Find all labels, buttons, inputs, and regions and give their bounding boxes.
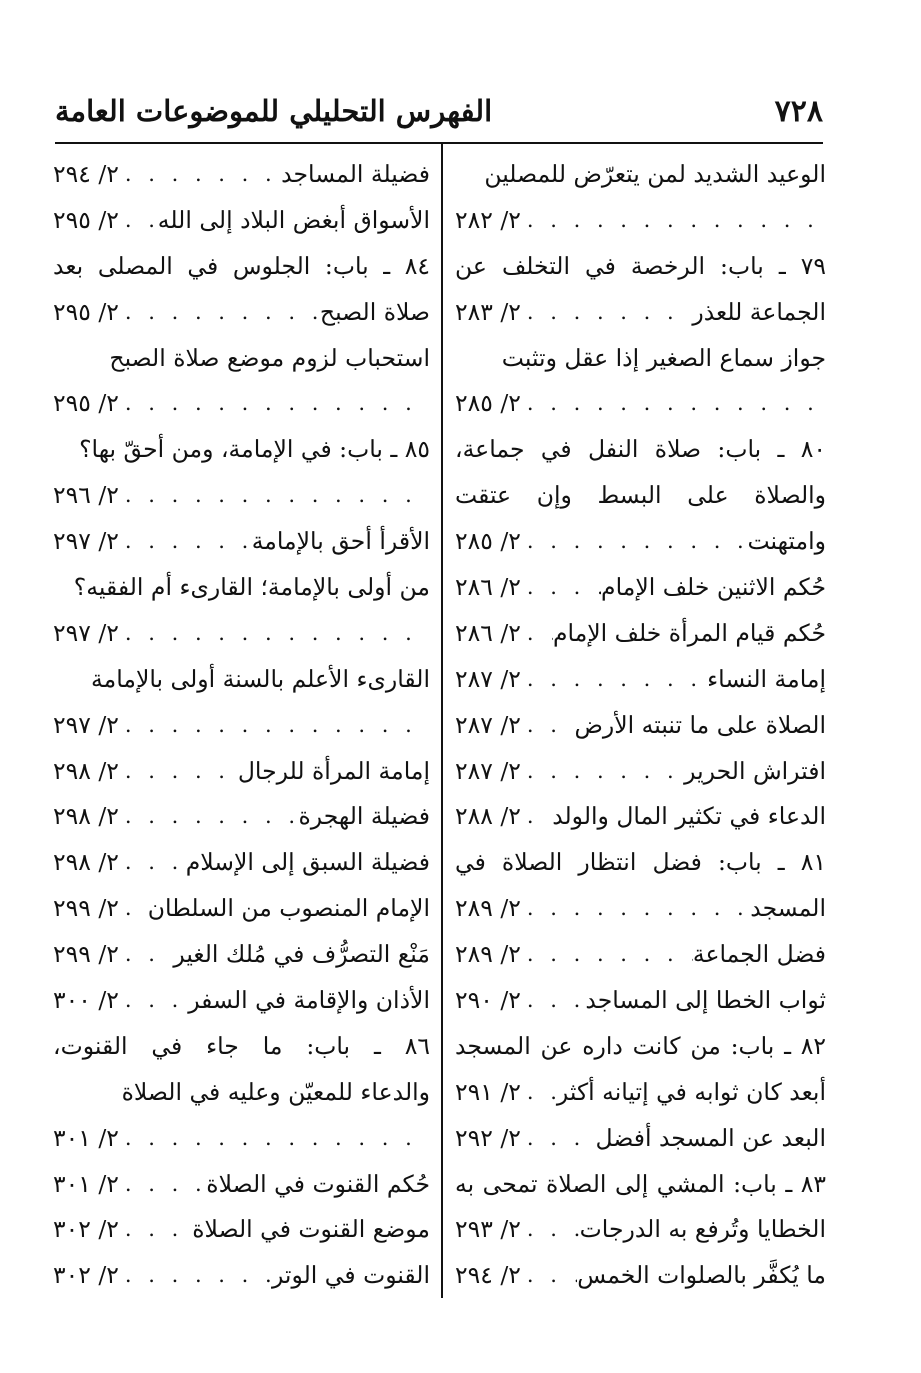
index-column-right bbox=[455, 151, 826, 1298]
leader-dots bbox=[521, 1126, 596, 1150]
entry-title: ٨١ ـ باب: فضل انتظار الصلاة في bbox=[455, 848, 826, 877]
leader-dots bbox=[521, 1263, 577, 1287]
page-reference: ٢/ ٢٩٨ bbox=[53, 848, 119, 877]
page-reference: ٢/ ٢٨٨ bbox=[455, 802, 521, 831]
entry-title: ما يُكفَّر بالصلوات الخمس bbox=[577, 1261, 826, 1290]
leader-dots bbox=[119, 162, 281, 186]
leader-dots bbox=[521, 1080, 557, 1104]
page-reference: ٢/ ٢٨٧ bbox=[455, 756, 521, 785]
page-reference: ٢/ ٢٩٥ bbox=[53, 297, 119, 326]
index-entry bbox=[455, 977, 826, 1023]
entry-title: والدعاء للمعيّن وعليه في الصلاة bbox=[121, 1077, 430, 1106]
index-entry bbox=[455, 1252, 826, 1298]
index-entry bbox=[53, 380, 430, 426]
entry-title: وامتهنت bbox=[747, 527, 826, 556]
index-entry bbox=[53, 518, 430, 564]
page-reference: ٢/ ٢٩٦ bbox=[53, 481, 119, 510]
page-number: ٧٢٨ bbox=[774, 94, 823, 129]
page-reference: ٢/ ٢٨٩ bbox=[455, 894, 521, 923]
entry-title: المسجد bbox=[750, 894, 826, 923]
leader-dots bbox=[521, 713, 575, 737]
index-entry bbox=[53, 1206, 430, 1252]
index-entry bbox=[455, 564, 826, 610]
page-reference: ٢/ ٢٩٣ bbox=[455, 1215, 521, 1244]
entry-title: القارىء الأعلم بالسنة أولى بالإمامة bbox=[91, 664, 430, 693]
entry-title: الإمام المنصوب من السلطان bbox=[147, 894, 430, 923]
page-reference: ٢/ ٢٩٤ bbox=[455, 1261, 521, 1290]
leader-dots bbox=[119, 529, 252, 553]
page-reference: ٢/ ٢٩٧ bbox=[53, 527, 119, 556]
index-entry bbox=[455, 289, 826, 335]
index-entry bbox=[455, 702, 826, 748]
index-entry bbox=[53, 1115, 430, 1161]
entry-title: فضيلة السبق إلى الإسلام bbox=[185, 848, 430, 877]
entry-title: أبعد كان ثوابه في إتيانه أكثر bbox=[556, 1077, 826, 1106]
page-reference: ٢/ ٢٨٣ bbox=[455, 297, 521, 326]
leader-dots bbox=[521, 208, 826, 232]
entry-title: ثواب الخطا إلى المساجد bbox=[585, 985, 826, 1014]
entry-title: البعد عن المسجد أفضل bbox=[595, 1123, 826, 1152]
entry-title: ٨٣ ـ باب: المشي إلى الصلاة تمحى به bbox=[455, 1169, 826, 1198]
index-entry bbox=[53, 885, 430, 931]
leader-dots bbox=[119, 896, 148, 920]
entry-title: فضيلة الهجرة bbox=[298, 802, 430, 831]
index-entry bbox=[53, 977, 430, 1023]
index-entry bbox=[53, 1252, 430, 1298]
leader-dots bbox=[521, 300, 692, 324]
index-entry bbox=[455, 748, 826, 794]
page-reference: ٢/ ٢٩٩ bbox=[53, 894, 119, 923]
index-entry bbox=[53, 839, 430, 885]
entry-title: موضع القنوت في الصلاة bbox=[192, 1215, 430, 1244]
entry-title: افتراش الحرير bbox=[684, 756, 826, 785]
entry-title: ٨٤ ـ باب: الجلوس في المصلى بعد bbox=[53, 251, 430, 280]
leader-dots bbox=[119, 1217, 192, 1241]
entry-title: الوعيد الشديد لمن يتعرّض للمصلين bbox=[484, 159, 826, 188]
entry-title: القنوت في الوتر bbox=[271, 1261, 430, 1290]
index-column-left bbox=[53, 151, 430, 1298]
index-entry bbox=[53, 610, 430, 656]
index-entry bbox=[455, 380, 826, 426]
index-entry bbox=[455, 1161, 826, 1207]
leader-dots bbox=[521, 1217, 580, 1241]
leader-dots bbox=[521, 942, 693, 966]
index-entry bbox=[53, 1023, 430, 1069]
entry-title: الجماعة للعذر bbox=[692, 297, 826, 326]
leader-dots bbox=[521, 988, 586, 1012]
column-divider bbox=[441, 143, 443, 1298]
index-entry bbox=[455, 335, 826, 381]
index-entry bbox=[53, 1161, 430, 1207]
entry-title: ٨٦ ـ باب: ما جاء في القنوت، bbox=[53, 1031, 430, 1060]
leader-dots bbox=[119, 391, 430, 415]
page-reference: ٢/ ٢٨٢ bbox=[455, 205, 521, 234]
page-reference: ٢/ ٢٩٨ bbox=[53, 756, 119, 785]
entry-title: والصلاة على البسط وإن عتقت bbox=[455, 481, 826, 510]
entry-title: الدعاء في تكثير المال والولد bbox=[552, 802, 826, 831]
leader-dots bbox=[119, 988, 188, 1012]
leader-dots bbox=[521, 667, 707, 691]
index-entry bbox=[455, 472, 826, 518]
entry-title: ٨٢ ـ باب: من كانت داره عن المسجد bbox=[455, 1031, 826, 1060]
page-reference: ٢/ ٣٠٢ bbox=[53, 1261, 119, 1290]
index-entry bbox=[455, 151, 826, 197]
leader-dots bbox=[119, 1263, 272, 1287]
leader-dots bbox=[521, 804, 552, 828]
index-entry bbox=[53, 472, 430, 518]
leader-dots bbox=[119, 300, 320, 324]
index-entry bbox=[53, 656, 430, 702]
page-reference: ٢/ ٣٠٠ bbox=[53, 985, 119, 1014]
page-reference: ٢/ ٣٠٢ bbox=[53, 1215, 119, 1244]
index-entry bbox=[455, 885, 826, 931]
leader-dots bbox=[119, 850, 186, 874]
leader-dots bbox=[119, 1126, 430, 1150]
leader-dots bbox=[521, 575, 601, 599]
entry-title: الأذان والإقامة في السفر bbox=[188, 985, 430, 1014]
index-entry bbox=[455, 243, 826, 289]
page-reference: ٢/ ٢٩١ bbox=[455, 1077, 521, 1106]
index-entry bbox=[455, 197, 826, 243]
index-entry bbox=[53, 335, 430, 381]
index-entry bbox=[53, 243, 430, 289]
leader-dots bbox=[521, 759, 684, 783]
page-reference: ٢/ ٢٩٥ bbox=[53, 389, 119, 418]
index-entry bbox=[455, 610, 826, 656]
leader-dots bbox=[119, 759, 238, 783]
page-reference: ٢/ ٢٩٧ bbox=[53, 618, 119, 647]
index-entry bbox=[455, 1069, 826, 1115]
page-reference: ٢/ ٢٩٠ bbox=[455, 985, 521, 1014]
leader-dots bbox=[521, 621, 553, 645]
entry-title: مَنْع التصرُّف في مُلك الغير bbox=[173, 940, 430, 969]
entry-title: حُكم قيام المرأة خلف الإمام bbox=[552, 618, 826, 647]
entry-title: فضيلة المساجد bbox=[281, 159, 430, 188]
entry-title: الأسواق أبغض البلاد إلى الله bbox=[157, 205, 430, 234]
index-entry bbox=[455, 1206, 826, 1252]
leader-dots bbox=[119, 621, 430, 645]
page-title: الفهرس التحليلي للموضوعات العامة bbox=[55, 94, 493, 128]
entry-title: ٨٠ ـ باب: صلاة النفل في جماعة، bbox=[455, 435, 826, 464]
page-reference: ٢/ ٣٠١ bbox=[53, 1169, 119, 1198]
page-reference: ٢/ ٢٩٥ bbox=[53, 205, 119, 234]
page-header bbox=[55, 92, 823, 144]
index-entry bbox=[53, 289, 430, 335]
index-entry bbox=[53, 748, 430, 794]
index-entry bbox=[53, 426, 430, 472]
index-entry bbox=[53, 197, 430, 243]
page-reference: ٢/ ٢٩٨ bbox=[53, 802, 119, 831]
index-entry bbox=[53, 1069, 430, 1115]
index-entry bbox=[53, 702, 430, 748]
page-reference: ٢/ ٢٩٧ bbox=[53, 710, 119, 739]
leader-dots bbox=[119, 208, 158, 232]
page-reference: ٢/ ٢٨٥ bbox=[455, 389, 521, 418]
entry-title: جواز سماع الصغير إذا عقل وتثبت bbox=[501, 343, 826, 372]
entry-title: حُكم الاثنين خلف الإمام bbox=[601, 572, 826, 601]
page-reference: ٢/ ٢٨٥ bbox=[455, 527, 521, 556]
entry-title: فضل الجماعة bbox=[692, 940, 826, 969]
leader-dots bbox=[119, 804, 299, 828]
leader-dots bbox=[119, 713, 430, 737]
index-entry bbox=[53, 793, 430, 839]
index-entry bbox=[53, 931, 430, 977]
entry-title: الصلاة على ما تنبته الأرض bbox=[574, 710, 826, 739]
page-reference: ٢/ ٢٨٦ bbox=[455, 618, 521, 647]
entry-title: صلاة الصبح bbox=[319, 297, 430, 326]
index-entry bbox=[455, 518, 826, 564]
entry-title: ٧٩ ـ باب: الرخصة في التخلف عن bbox=[455, 251, 826, 280]
index-entry bbox=[455, 793, 826, 839]
index-entry bbox=[455, 1115, 826, 1161]
leader-dots bbox=[521, 529, 748, 553]
page-reference: ٢/ ٢٩٢ bbox=[455, 1123, 521, 1152]
entry-title: استحباب لزوم موضع صلاة الصبح bbox=[109, 343, 430, 372]
entry-title: إمامة النساء bbox=[707, 664, 826, 693]
entry-title: الخطايا وتُرفع به الدرجات bbox=[579, 1215, 826, 1244]
index-entry bbox=[455, 656, 826, 702]
entry-title: إمامة المرأة للرجال bbox=[237, 756, 430, 785]
leader-dots bbox=[119, 483, 430, 507]
page-reference: ٢/ ٢٨٩ bbox=[455, 940, 521, 969]
page-reference: ٢/ ٣٠١ bbox=[53, 1123, 119, 1152]
index-entry bbox=[53, 151, 430, 197]
leader-dots bbox=[521, 896, 750, 920]
page-reference: ٢/ ٢٨٧ bbox=[455, 710, 521, 739]
page-reference: ٢/ ٢٩٤ bbox=[53, 159, 119, 188]
leader-dots bbox=[119, 942, 173, 966]
leader-dots bbox=[119, 1172, 206, 1196]
index-entry bbox=[455, 426, 826, 472]
index-entry bbox=[53, 564, 430, 610]
index-entry bbox=[455, 931, 826, 977]
entry-title: الأقرأ أحق بالإمامة bbox=[251, 527, 430, 556]
index-entry bbox=[455, 1023, 826, 1069]
entry-title: حُكم القنوت في الصلاة bbox=[206, 1169, 430, 1198]
page-reference: ٢/ ٢٩٩ bbox=[53, 940, 119, 969]
page-reference: ٢/ ٢٨٦ bbox=[455, 572, 521, 601]
entry-title: ٨٥ ـ باب: في الإمامة، ومن أحقّ بها؟ bbox=[79, 435, 430, 464]
entry-title: من أولى بالإمامة؛ القارىء أم الفقيه؟ bbox=[73, 572, 430, 601]
leader-dots bbox=[521, 391, 826, 415]
index-entry bbox=[455, 839, 826, 885]
page-reference: ٢/ ٢٨٧ bbox=[455, 664, 521, 693]
